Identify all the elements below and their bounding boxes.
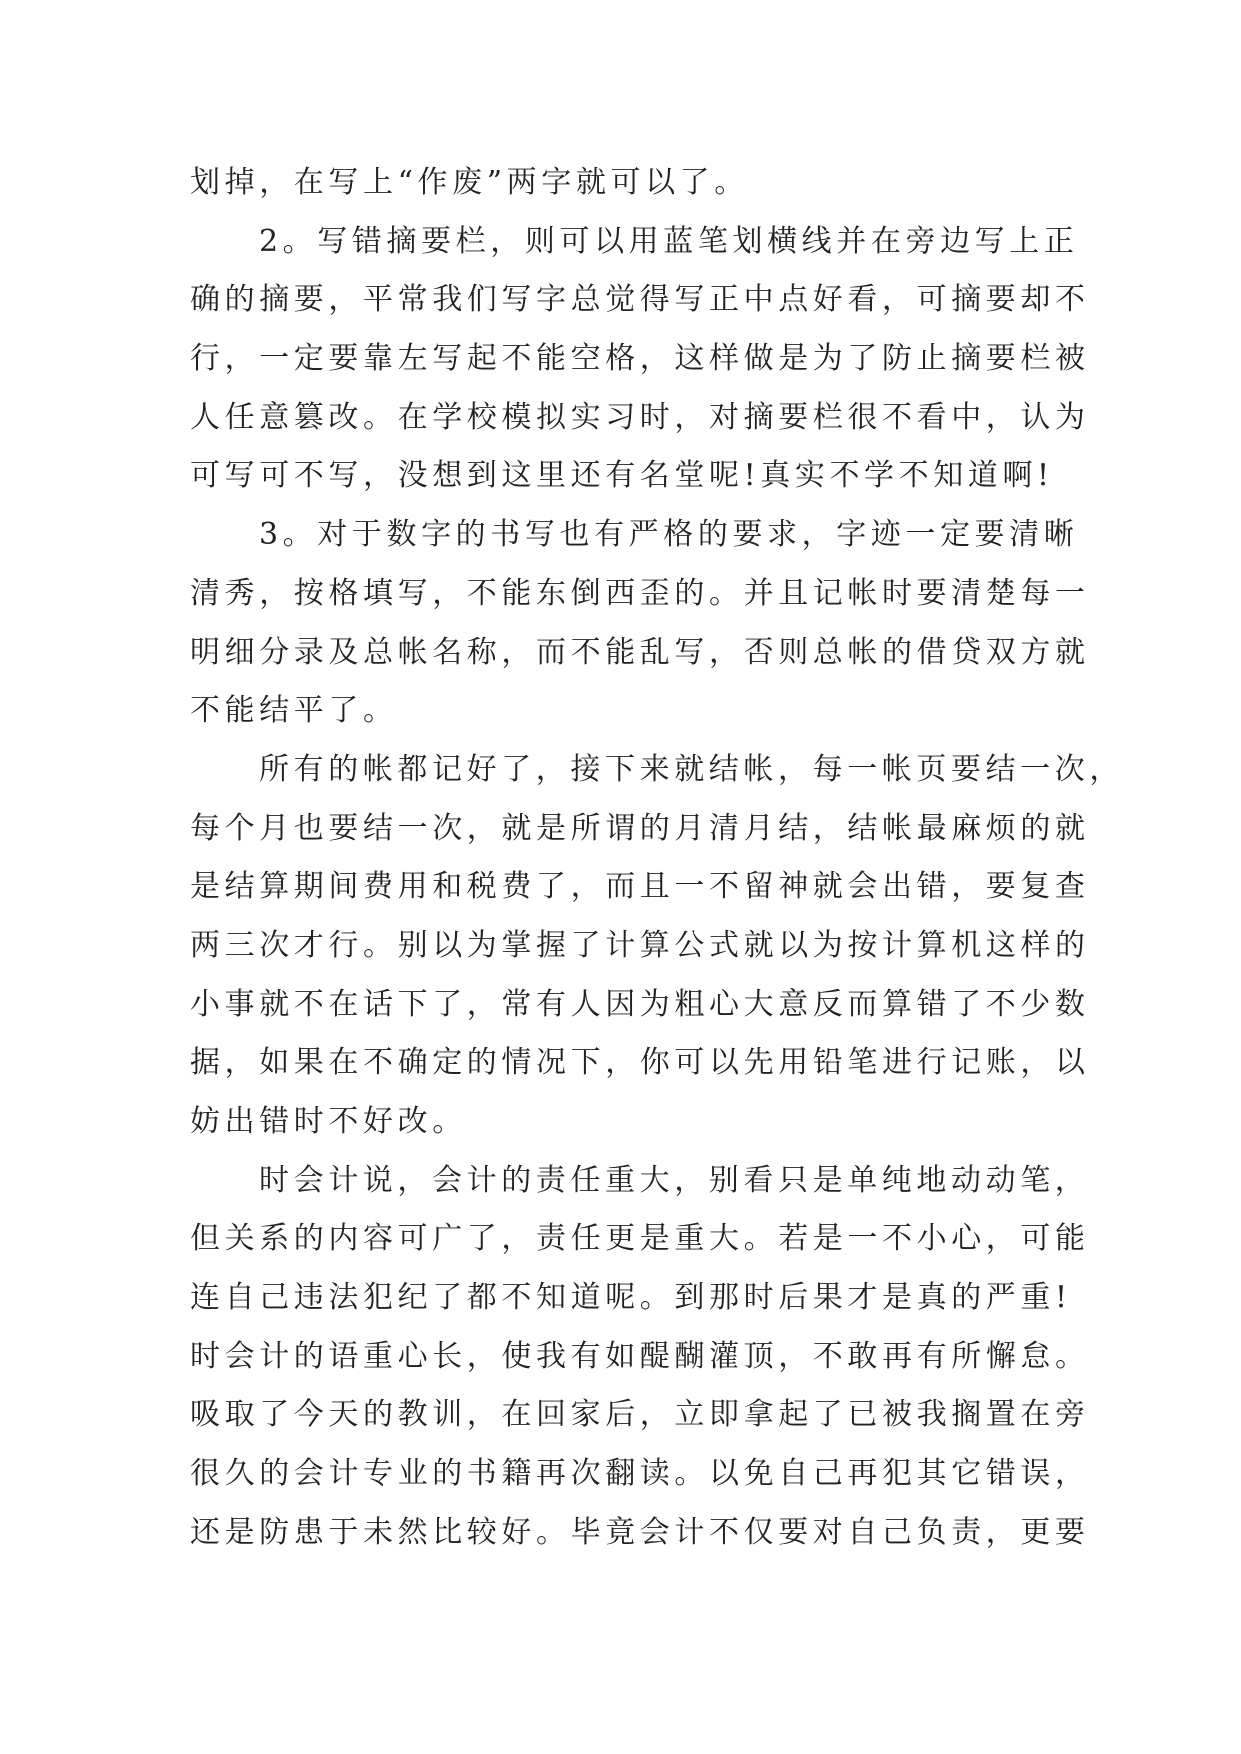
text-line: 两三次才行。别以为掌握了计算公式就以为按计算机这样的: [190, 927, 1090, 963]
text-line: 连自己违法犯纪了都不知道呢。到那时后果才是真的严重!: [190, 1280, 1072, 1316]
text-line: 行，一定要靠左写起不能空格，这样做是为了防止摘要栏被: [190, 341, 1090, 377]
text-line: 所有的帐都记好了，接下来就结帐，每一帐页要结一次，: [259, 751, 1124, 787]
text-line: 时会计的语重心长，使我有如醍醐灌顶，不敢再有所懈怠。: [190, 1338, 1090, 1374]
text-line: 小事就不在话下了，常有人因为粗心大意反而算错了不少数: [190, 986, 1090, 1022]
text-line: 不能结平了。: [190, 693, 398, 729]
text-line: 还是防患于未然比较好。毕竟会计不仅要对自己负责，更要: [190, 1514, 1090, 1550]
text-line: 2。写错摘要栏，则可以用蓝笔划横线并在旁边写上正: [259, 223, 1079, 259]
text-line: 划掉，在写上“作废”两字就可以了。: [190, 165, 749, 200]
document-body: [190, 154, 1124, 1563]
text-line: 很久的会计专业的书籍再次翻读。以免自己再犯其它错误，: [190, 1456, 1090, 1492]
text-line: 妨出错时不好改。: [190, 1104, 467, 1139]
text-line: 时会计说，会计的责任重大，别看只是单纯地动动笔，: [259, 1162, 1090, 1198]
text-line: 3。对于数字的书写也有严格的要求，字迹一定要清晰: [259, 517, 1079, 553]
text-line: 人任意篡改。在学校模拟实习时，对摘要栏很不看中，认为: [190, 399, 1090, 435]
text-line: 是结算期间费用和税费了，而且一不留神就会出错，要复查: [190, 869, 1090, 905]
text-line: 但关系的内容可广了，责任更是重大。若是一不小心，可能: [190, 1221, 1090, 1257]
text-line: 确的摘要，平常我们写字总觉得写正中点好看，可摘要却不: [190, 282, 1090, 318]
text-line: 据，如果在不确定的情况下，你可以先用铅笔进行记账，以: [190, 1045, 1090, 1081]
text-line: 可写可不写，没想到这里还有名堂呢!真实不学不知道啊!: [190, 458, 1054, 494]
text-line: 明细分录及总帐名称，而不能乱写，否则总帐的借贷双方就: [190, 634, 1090, 670]
text-line: 清秀，按格填写，不能东倒西歪的。并且记帐时要清楚每一: [190, 575, 1090, 611]
text-line: 吸取了今天的教训，在回家后，立即拿起了已被我搁置在旁: [190, 1397, 1090, 1433]
text-line: 每个月也要结一次，就是所谓的月清月结，结帐最麻烦的就: [190, 810, 1090, 846]
